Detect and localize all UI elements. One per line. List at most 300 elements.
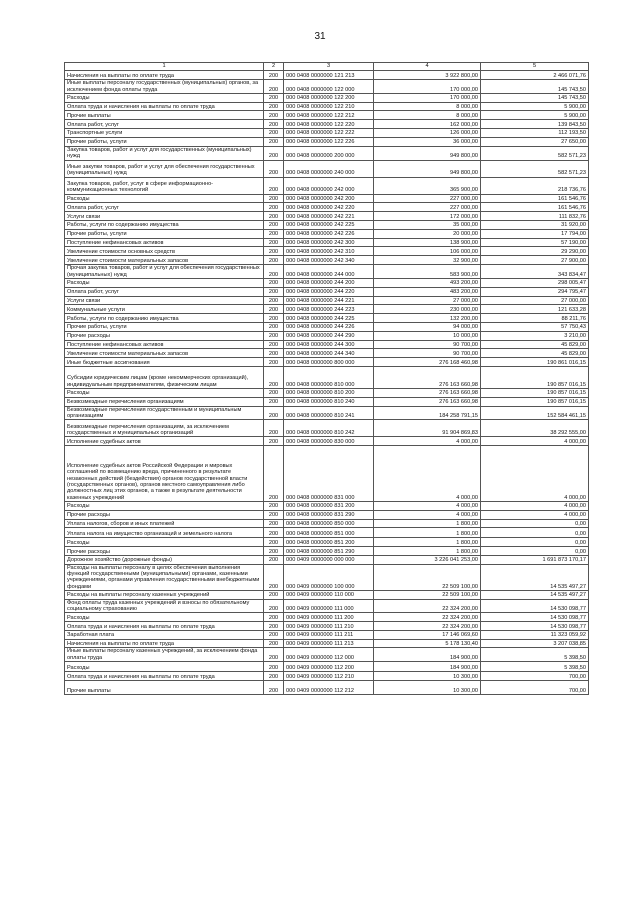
- row-approved: 1 800,00: [374, 528, 481, 538]
- row-budget-code: 000 0408 0000000 831 000: [284, 445, 374, 501]
- row-name: Транспортные услуги: [65, 128, 264, 137]
- table-row: [65, 287, 589, 296]
- row-approved: 276 163 660,98: [374, 397, 481, 406]
- row-approved: 138 900,00: [374, 238, 481, 247]
- row-approved: 949 800,00: [374, 146, 481, 160]
- row-name: Услуги связи: [65, 212, 264, 221]
- row-executed: 700,00: [481, 680, 589, 694]
- row-budget-code: 000 0409 0000000 112 212: [284, 680, 374, 694]
- row-budget-code: 000 0409 0000000 111 200: [284, 613, 374, 622]
- row-approved: 162 000,00: [374, 120, 481, 129]
- row-line-code: 200: [264, 102, 284, 111]
- row-name: Расходы: [65, 538, 264, 547]
- row-budget-code: 000 0409 0000000 110 000: [284, 590, 374, 599]
- table-row: [65, 229, 589, 238]
- table-row: [65, 120, 589, 129]
- row-executed: 190 857 016,15: [481, 388, 589, 397]
- row-approved: 483 200,00: [374, 287, 481, 296]
- row-executed: 0,00: [481, 538, 589, 547]
- row-executed: 582 571,23: [481, 146, 589, 160]
- row-name: Дорожное хозяйство (дорожные фонды): [65, 555, 264, 564]
- table-row: [65, 194, 589, 203]
- row-executed: 11 323 059,92: [481, 630, 589, 639]
- table-row: [65, 264, 589, 278]
- row-executed: 14 530 098,77: [481, 613, 589, 622]
- table-row: [65, 622, 589, 631]
- row-approved: 230 000,00: [374, 305, 481, 314]
- row-executed: 1 691 873 170,17: [481, 555, 589, 564]
- row-approved: 4 000,00: [374, 437, 481, 446]
- row-approved: 90 700,00: [374, 349, 481, 358]
- row-executed: 4 000,00: [481, 445, 589, 501]
- row-line-code: 200: [264, 555, 284, 564]
- row-approved: 32 900,00: [374, 256, 481, 265]
- row-executed: 190 857 016,15: [481, 397, 589, 406]
- row-line-code: 200: [264, 349, 284, 358]
- header-col-name: 1: [65, 63, 264, 71]
- row-executed: 190 857 016,15: [481, 366, 589, 388]
- row-line-code: 200: [264, 358, 284, 367]
- table-row: [65, 247, 589, 256]
- row-budget-code: 000 0408 0000000 121 213: [284, 71, 374, 80]
- row-line-code: 200: [264, 220, 284, 229]
- row-approved: 170 000,00: [374, 79, 481, 93]
- row-approved: 20 000,00: [374, 229, 481, 238]
- table-row: [65, 538, 589, 547]
- table-row: [65, 547, 589, 556]
- row-name: Расходы: [65, 388, 264, 397]
- row-budget-code: 000 0408 0000000 242 221: [284, 212, 374, 221]
- row-approved: 8 000,00: [374, 102, 481, 111]
- row-executed: 0,00: [481, 528, 589, 538]
- row-approved: 276 168 460,98: [374, 358, 481, 367]
- row-line-code: 200: [264, 296, 284, 305]
- header-col-executed: 5: [481, 63, 589, 71]
- row-executed: 57 190,00: [481, 238, 589, 247]
- table-row: [65, 680, 589, 694]
- table-row: [65, 203, 589, 212]
- row-executed: 3 207 038,85: [481, 639, 589, 648]
- row-line-code: 200: [264, 212, 284, 221]
- row-budget-code: 000 0408 0000000 122 226: [284, 137, 374, 146]
- row-line-code: 200: [264, 648, 284, 662]
- row-line-code: 200: [264, 397, 284, 406]
- table-row: [65, 648, 589, 662]
- row-line-code: 200: [264, 406, 284, 420]
- row-executed: 5 900,00: [481, 102, 589, 111]
- row-executed: 38 292 555,00: [481, 420, 589, 437]
- header-row: [65, 63, 589, 71]
- row-executed: 190 861 016,15: [481, 358, 589, 367]
- row-approved: 4 000,00: [374, 501, 481, 510]
- row-line-code: 200: [264, 662, 284, 672]
- row-approved: 36 000,00: [374, 137, 481, 146]
- table-row: [65, 314, 589, 323]
- row-approved: 184 900,00: [374, 662, 481, 672]
- row-budget-code: 000 0408 0000000 244 200: [284, 278, 374, 287]
- row-name: Расходы: [65, 93, 264, 102]
- row-budget-code: 000 0408 0000000 851 290: [284, 547, 374, 556]
- table-row: [65, 590, 589, 599]
- row-name: Расходы на выплаты персоналу в целях обеспечения выполнения функций государственными (муниципальными) органами, казенными учреждениями, органами управления государственными внебюджетными фондами: [65, 564, 264, 590]
- row-executed: 27 000,00: [481, 296, 589, 305]
- row-line-code: 200: [264, 680, 284, 694]
- row-line-code: 200: [264, 177, 284, 194]
- row-name: Работы, услуги по содержанию имущества: [65, 220, 264, 229]
- row-budget-code: 000 0408 0000000 242 226: [284, 229, 374, 238]
- row-line-code: 200: [264, 519, 284, 528]
- row-line-code: 200: [264, 672, 284, 681]
- row-approved: 22 509 100,00: [374, 564, 481, 590]
- row-budget-code: 000 0408 0000000 244 220: [284, 287, 374, 296]
- row-budget-code: 000 0408 0000000 831 200: [284, 501, 374, 510]
- row-line-code: 200: [264, 622, 284, 631]
- table-body: [65, 71, 589, 695]
- row-approved: 3 922 800,00: [374, 71, 481, 80]
- row-name: Оплата работ, услуг: [65, 120, 264, 129]
- row-line-code: 200: [264, 630, 284, 639]
- row-line-code: 200: [264, 510, 284, 519]
- row-name: Уплата налога на имущество организаций и земельного налога: [65, 528, 264, 538]
- row-name: Начисления на выплаты по оплате труда: [65, 71, 264, 80]
- row-approved: 4 000,00: [374, 510, 481, 519]
- row-budget-code: 000 0408 0000000 244 300: [284, 340, 374, 349]
- row-budget-code: 000 0409 0000000 000 000: [284, 555, 374, 564]
- row-line-code: 200: [264, 564, 284, 590]
- row-line-code: 200: [264, 437, 284, 446]
- table-row: [65, 102, 589, 111]
- row-budget-code: 000 0409 0000000 100 000: [284, 564, 374, 590]
- table-row: [65, 564, 589, 590]
- row-executed: 17 794,00: [481, 229, 589, 238]
- table-row: [65, 93, 589, 102]
- row-name: Фонд оплаты труда казенных учреждений и взносы по обязательному социальному страхованию: [65, 599, 264, 613]
- row-budget-code: 000 0409 0000000 112 000: [284, 648, 374, 662]
- row-line-code: 200: [264, 547, 284, 556]
- row-executed: 14 535 497,27: [481, 564, 589, 590]
- table-row: [65, 437, 589, 446]
- table-row: [65, 555, 589, 564]
- row-name: Оплата труда и начисления на выплаты по оплате труда: [65, 672, 264, 681]
- row-executed: 294 795,47: [481, 287, 589, 296]
- row-line-code: 200: [264, 128, 284, 137]
- budget-execution-table: [64, 62, 589, 695]
- row-executed: 5 900,00: [481, 111, 589, 120]
- row-executed: 111 832,76: [481, 212, 589, 221]
- row-name: Оплата труда и начисления на выплаты по оплате труда: [65, 102, 264, 111]
- row-name: Расходы: [65, 662, 264, 672]
- row-line-code: 200: [264, 590, 284, 599]
- row-executed: 27 650,00: [481, 137, 589, 146]
- row-budget-code: 000 0408 0000000 244 340: [284, 349, 374, 358]
- row-line-code: 200: [264, 501, 284, 510]
- row-budget-code: 000 0408 0000000 242 000: [284, 177, 374, 194]
- row-budget-code: 000 0408 0000000 240 000: [284, 160, 374, 177]
- row-budget-code: 000 0409 0000000 111 213: [284, 639, 374, 648]
- row-line-code: 200: [264, 528, 284, 538]
- table-row: [65, 445, 589, 501]
- row-budget-code: 000 0408 0000000 242 340: [284, 256, 374, 265]
- row-name: Расходы на выплаты персоналу казенных учреждений: [65, 590, 264, 599]
- row-name: Прочие работы, услуги: [65, 137, 264, 146]
- row-budget-code: 000 0408 0000000 810 241: [284, 406, 374, 420]
- table-row: [65, 630, 589, 639]
- row-budget-code: 000 0408 0000000 122 000: [284, 79, 374, 93]
- row-name: Иные выплаты персоналу казенных учреждений, за исключением фонда оплаты труда: [65, 648, 264, 662]
- row-name: Уплата налогов, сборов и иных платежей: [65, 519, 264, 528]
- row-name: Расходы: [65, 501, 264, 510]
- row-budget-code: 000 0408 0000000 242 220: [284, 203, 374, 212]
- table-row: [65, 331, 589, 340]
- row-approved: 365 900,00: [374, 177, 481, 194]
- row-budget-code: 000 0408 0000000 830 000: [284, 437, 374, 446]
- row-line-code: 200: [264, 388, 284, 397]
- table-row: [65, 220, 589, 229]
- row-budget-code: 000 0408 0000000 200 000: [284, 146, 374, 160]
- row-executed: 5 398,50: [481, 648, 589, 662]
- row-executed: 139 843,50: [481, 120, 589, 129]
- row-line-code: 200: [264, 445, 284, 501]
- row-executed: 343 834,47: [481, 264, 589, 278]
- row-name: Иные бюджетные ассигнования: [65, 358, 264, 367]
- row-line-code: 200: [264, 229, 284, 238]
- row-approved: 91 904 869,83: [374, 420, 481, 437]
- row-budget-code: 000 0408 0000000 850 000: [284, 519, 374, 528]
- table-row: [65, 177, 589, 194]
- row-line-code: 200: [264, 538, 284, 547]
- row-budget-code: 000 0408 0000000 244 290: [284, 331, 374, 340]
- row-budget-code: 000 0409 0000000 111 211: [284, 630, 374, 639]
- row-name: Коммунальные услуги: [65, 305, 264, 314]
- row-name: Расходы: [65, 613, 264, 622]
- row-name: Заработная плата: [65, 630, 264, 639]
- table-row: [65, 278, 589, 287]
- header-col-approved: 4: [374, 63, 481, 71]
- row-name: Прочие работы, услуги: [65, 322, 264, 331]
- row-name: Безвозмездные перечисления организациям, за исключением государственных и муниципальных организаций: [65, 420, 264, 437]
- row-budget-code: 000 0409 0000000 112 200: [284, 662, 374, 672]
- header-col-budget-code: 3: [284, 63, 374, 71]
- row-line-code: 200: [264, 79, 284, 93]
- row-name: Увеличение стоимости материальных запасов: [65, 349, 264, 358]
- row-name: Безвозмездные перечисления государственным и муниципальным организациям: [65, 406, 264, 420]
- row-executed: 700,00: [481, 672, 589, 681]
- row-budget-code: 000 0408 0000000 242 225: [284, 220, 374, 229]
- row-name: Оплата труда и начисления на выплаты по оплате труда: [65, 622, 264, 631]
- row-approved: 90 700,00: [374, 340, 481, 349]
- row-executed: 2 466 071,76: [481, 71, 589, 80]
- row-line-code: 200: [264, 71, 284, 80]
- row-approved: 184 900,00: [374, 648, 481, 662]
- row-name: Услуги связи: [65, 296, 264, 305]
- row-approved: 276 163 660,98: [374, 388, 481, 397]
- row-line-code: 200: [264, 264, 284, 278]
- row-approved: 17 146 069,60: [374, 630, 481, 639]
- row-name: Закупка товаров, работ и услуг для государственных (муниципальных) нужд: [65, 146, 264, 160]
- row-approved: 10 300,00: [374, 672, 481, 681]
- row-approved: 5 178 130,40: [374, 639, 481, 648]
- table-row: [65, 296, 589, 305]
- row-approved: 184 258 791,15: [374, 406, 481, 420]
- row-budget-code: 000 0408 0000000 244 223: [284, 305, 374, 314]
- row-budget-code: 000 0408 0000000 810 240: [284, 397, 374, 406]
- table-row: [65, 528, 589, 538]
- table-row: [65, 358, 589, 367]
- table-row: [65, 501, 589, 510]
- row-executed: 4 000,00: [481, 501, 589, 510]
- row-name: Расходы: [65, 194, 264, 203]
- row-approved: 132 200,00: [374, 314, 481, 323]
- row-approved: 27 000,00: [374, 296, 481, 305]
- row-budget-code: 000 0408 0000000 851 200: [284, 538, 374, 547]
- row-approved: 493 200,00: [374, 278, 481, 287]
- table-row: [65, 420, 589, 437]
- row-name: Безвозмездные перечисления организациям: [65, 397, 264, 406]
- row-executed: 88 211,76: [481, 314, 589, 323]
- row-approved: 172 000,00: [374, 212, 481, 221]
- row-executed: 45 829,00: [481, 349, 589, 358]
- row-line-code: 200: [264, 247, 284, 256]
- row-executed: 14 535 497,27: [481, 590, 589, 599]
- row-approved: 276 163 660,98: [374, 366, 481, 388]
- table-row: [65, 160, 589, 177]
- row-executed: 4 000,00: [481, 437, 589, 446]
- row-budget-code: 000 0408 0000000 122 210: [284, 102, 374, 111]
- row-executed: 0,00: [481, 519, 589, 528]
- row-approved: 106 000,00: [374, 247, 481, 256]
- row-executed: 145 743,50: [481, 79, 589, 93]
- row-approved: 8 000,00: [374, 111, 481, 120]
- table-row: [65, 79, 589, 93]
- row-budget-code: 000 0408 0000000 122 220: [284, 120, 374, 129]
- row-budget-code: 000 0408 0000000 244 221: [284, 296, 374, 305]
- row-approved: 949 800,00: [374, 160, 481, 177]
- row-executed: 121 633,28: [481, 305, 589, 314]
- row-line-code: 200: [264, 120, 284, 129]
- row-name: Оплата работ, услуг: [65, 287, 264, 296]
- row-executed: 152 584 461,15: [481, 406, 589, 420]
- row-name: Исполнение судебных актов Российской Федерации и мировых соглашений по возмещению вреда, причиненного в результате незаконных действий (бездействия) органов государственной власти (государственных органов), органов местного самоуправления либо должностных лиц этих органов, а также в результате деятельности казенных учреждений: [65, 445, 264, 501]
- row-name: Иные закупки товаров, работ и услуг для обеспечения государственных (муниципальных) нужд: [65, 160, 264, 177]
- row-name: Увеличение стоимости материальных запасов: [65, 256, 264, 265]
- table-row: [65, 388, 589, 397]
- table-row: [65, 111, 589, 120]
- row-line-code: 200: [264, 305, 284, 314]
- table-row: [65, 366, 589, 388]
- table-row: [65, 349, 589, 358]
- row-name: Иные выплаты персоналу государственных (муниципальных) органов, за исключением фонда оплаты труда: [65, 79, 264, 93]
- row-approved: 94 000,00: [374, 322, 481, 331]
- row-name: Поступление нефинансовых активов: [65, 340, 264, 349]
- table-row: [65, 406, 589, 420]
- row-approved: 170 000,00: [374, 93, 481, 102]
- row-name: Закупка товаров, работ, услуг в сфере информационно-коммуникационных технологий: [65, 177, 264, 194]
- row-name: Прочие выплаты: [65, 680, 264, 694]
- table-row: [65, 613, 589, 622]
- table-row: [65, 322, 589, 331]
- row-budget-code: 000 0408 0000000 831 290: [284, 510, 374, 519]
- table-row: [65, 71, 589, 80]
- row-executed: 5 398,50: [481, 662, 589, 672]
- header-col-line-code: 2: [264, 63, 284, 71]
- row-name: Исполнение судебных актов: [65, 437, 264, 446]
- row-budget-code: 000 0408 0000000 810 000: [284, 366, 374, 388]
- row-executed: 582 571,23: [481, 160, 589, 177]
- row-executed: 112 193,50: [481, 128, 589, 137]
- row-approved: 126 000,00: [374, 128, 481, 137]
- row-line-code: 200: [264, 314, 284, 323]
- table-row: [65, 519, 589, 528]
- row-budget-code: 000 0408 0000000 244 225: [284, 314, 374, 323]
- row-name: Увеличение стоимости основных средств: [65, 247, 264, 256]
- table-row: [65, 305, 589, 314]
- row-line-code: 200: [264, 322, 284, 331]
- row-line-code: 200: [264, 278, 284, 287]
- row-budget-code: 000 0408 0000000 242 200: [284, 194, 374, 203]
- row-approved: 22 324 200,00: [374, 613, 481, 622]
- table-row: [65, 340, 589, 349]
- row-approved: 22 324 200,00: [374, 599, 481, 613]
- row-name: Прочие расходы: [65, 510, 264, 519]
- table-row: [65, 212, 589, 221]
- row-name: Расходы: [65, 278, 264, 287]
- row-executed: 161 546,76: [481, 194, 589, 203]
- table-row: [65, 510, 589, 519]
- row-line-code: 200: [264, 160, 284, 177]
- row-name: Прочие расходы: [65, 331, 264, 340]
- row-approved: 4 000,00: [374, 445, 481, 501]
- row-executed: 145 743,50: [481, 93, 589, 102]
- row-approved: 1 800,00: [374, 538, 481, 547]
- row-name: Работы, услуги по содержанию имущества: [65, 314, 264, 323]
- row-line-code: 200: [264, 639, 284, 648]
- row-budget-code: 000 0408 0000000 800 000: [284, 358, 374, 367]
- row-executed: 3 210,00: [481, 331, 589, 340]
- row-name: Прочая закупка товаров, работ и услуг для обеспечения государственных (муниципальных) нужд: [65, 264, 264, 278]
- row-budget-code: 000 0408 0000000 244 000: [284, 264, 374, 278]
- row-budget-code: 000 0408 0000000 851 000: [284, 528, 374, 538]
- table-row: [65, 256, 589, 265]
- row-executed: 27 900,00: [481, 256, 589, 265]
- row-name: Оплата работ, услуг: [65, 203, 264, 212]
- row-approved: 227 000,00: [374, 194, 481, 203]
- row-executed: 31 920,00: [481, 220, 589, 229]
- row-name: Начисления на выплаты по оплате труда: [65, 639, 264, 648]
- row-line-code: 200: [264, 287, 284, 296]
- row-approved: 583 900,00: [374, 264, 481, 278]
- row-budget-code: 000 0408 0000000 810 242: [284, 420, 374, 437]
- row-line-code: 200: [264, 111, 284, 120]
- row-line-code: 200: [264, 256, 284, 265]
- row-approved: 22 509 100,00: [374, 590, 481, 599]
- page-number: 31: [314, 31, 326, 42]
- row-line-code: 200: [264, 93, 284, 102]
- table-row: [65, 672, 589, 681]
- row-budget-code: 000 0409 0000000 111 000: [284, 599, 374, 613]
- row-budget-code: 000 0408 0000000 122 222: [284, 128, 374, 137]
- table-row: [65, 137, 589, 146]
- row-line-code: 200: [264, 331, 284, 340]
- row-budget-code: 000 0408 0000000 122 200: [284, 93, 374, 102]
- table-row: [65, 397, 589, 406]
- row-approved: 22 324 200,00: [374, 622, 481, 631]
- row-executed: 298 005,47: [481, 278, 589, 287]
- row-line-code: 200: [264, 203, 284, 212]
- row-executed: 14 530 098,77: [481, 599, 589, 613]
- row-line-code: 200: [264, 366, 284, 388]
- row-line-code: 200: [264, 613, 284, 622]
- row-name: Прочие работы, услуги: [65, 229, 264, 238]
